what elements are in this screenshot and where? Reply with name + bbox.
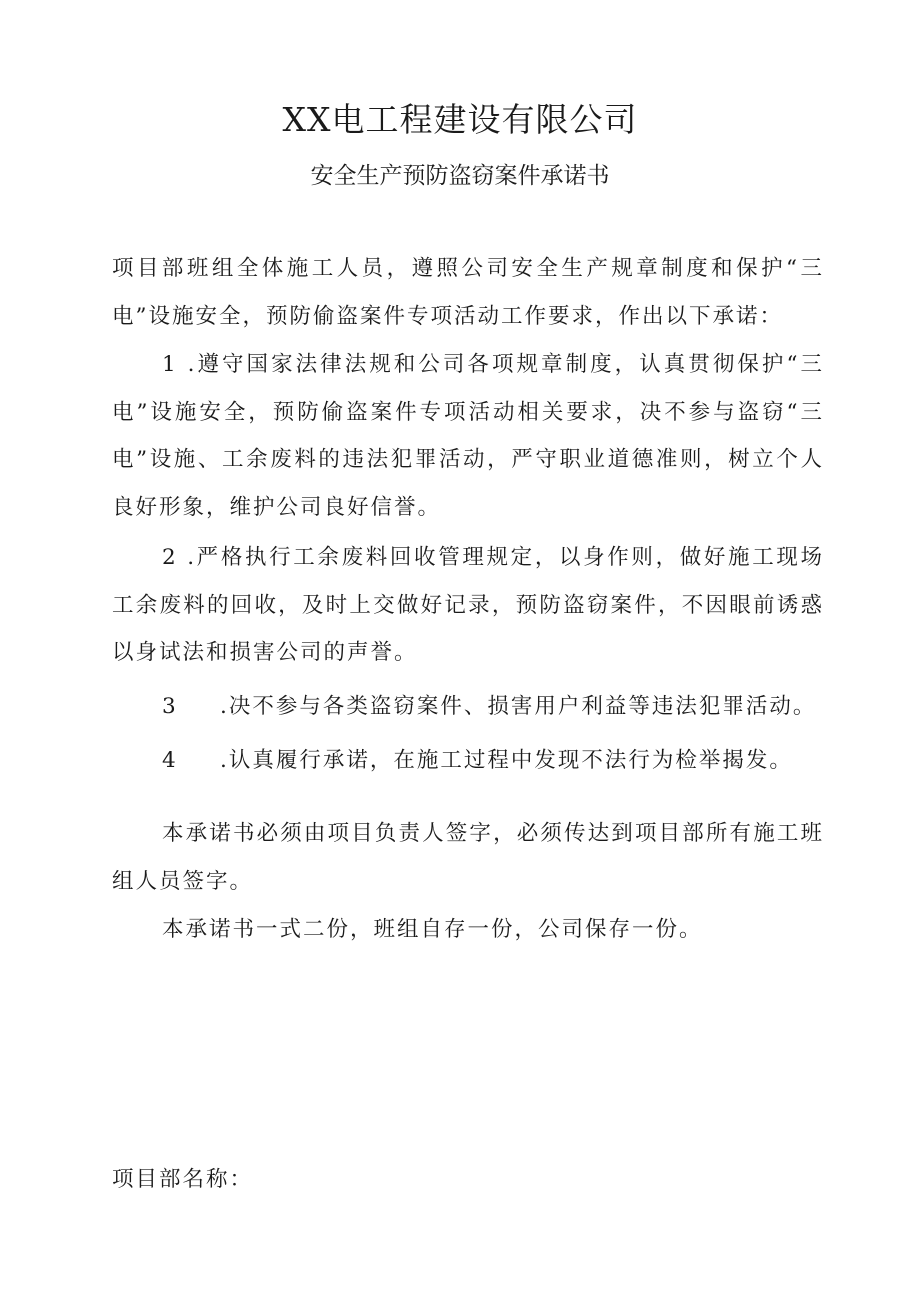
intro-paragraph: 项目部班组全体施工人员，遵照公司安全生产规章制度和保护“三电”设施安全，预防偷盗案件专项活动工作要求，作出以下承诺： (112, 256, 824, 329)
item-number: 2 (162, 545, 178, 570)
item-number: 1 (162, 352, 178, 377)
item-number: 4 (162, 748, 178, 773)
copies-note: 本承诺书一式二份，班组自存一份，公司保存一份。 (162, 917, 703, 942)
commitment-item-2 (112, 534, 824, 677)
company-title: XX电工程建设有限公司 (282, 100, 638, 139)
project-name-label: 项目部名称： (112, 1167, 254, 1192)
item-text: .严格执行工余废料回收管理规定，以身作则，做好施工现场工余废料的回收，及时上交做好记录，预防盗窃案件，不因眼前诱惑以身试法和损害公司的声誉。 (112, 545, 824, 665)
item-number: 3 (162, 694, 178, 719)
signature-note: 本承诺书必须由项目负责人签字，必须传达到项目部所有施工班组人员签字。 (112, 821, 824, 894)
commitment-item-4 (162, 737, 842, 785)
commitment-item-1 (112, 341, 824, 531)
document-subtitle: 安全生产预防盗窃案件承诺书 (310, 163, 610, 189)
commitment-item-3 (162, 683, 842, 731)
item-text: .决不参与各类盗窃案件、损害用户利益等违法犯罪活动。 (220, 694, 817, 719)
item-text: .认真履行承诺，在施工过程中发现不法行为检举揭发。 (220, 748, 793, 773)
item-text: .遵守国家法律法规和公司各项规章制度，认真贯彻保护“三电”设施安全，预防偷盗案件专项活动相关要求，决不参与盗窃“三电”设施、工余废料的违法犯罪活动，严守职业道德准则，树立个人良好形象，维护公司良好信誉。 (112, 352, 824, 520)
